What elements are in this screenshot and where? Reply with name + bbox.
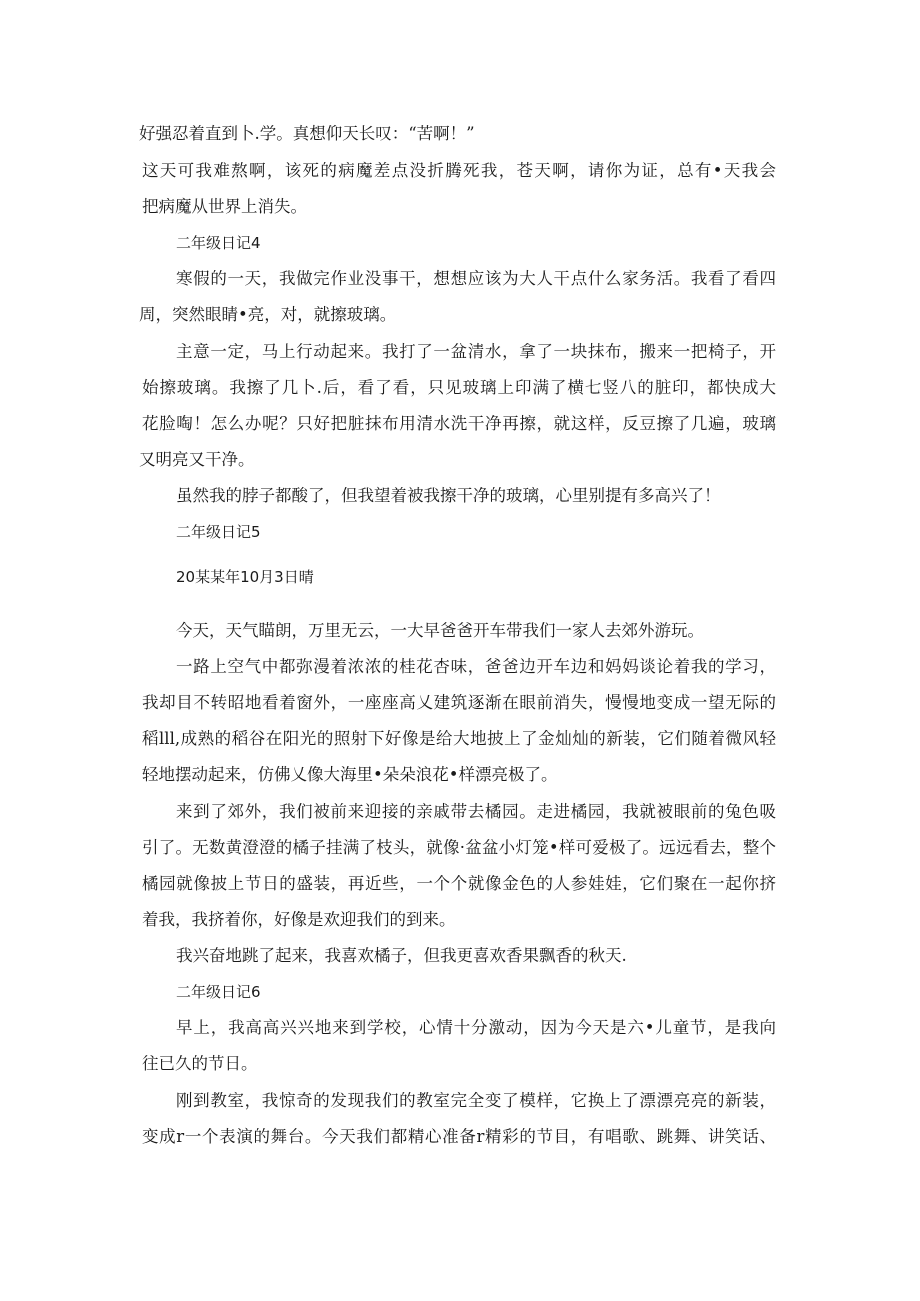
text-line: 变成r一个表演的舞台。今天我们都精心准备r精彩的节目，有唱歌、跳舞、讲笑话、: [142, 1127, 776, 1146]
text-line: 花脸啕！怎么办呢？只好把脏抹布用清水洗干净再擦，就这样，反豆擦了几遍，玻璃: [142, 414, 776, 433]
text-line: 主意一定，马上行动起来。我打了一盆清水，拿了一块抹布，搬来一把椅子，开: [176, 342, 776, 361]
text-line: 把病魔从世界上消失。: [142, 197, 307, 216]
text-line: 刚到教室，我惊奇的发现我们的教室完全变了模样，它换上了漂漂亮亮的新装，: [176, 1091, 776, 1110]
text-line: 这天可我难熬啊，该死的病魔差点没折腾死我，苍天啊，请你为证，总有•天我会: [142, 161, 776, 180]
text-line: 又明亮又干净。: [139, 450, 255, 469]
text-line: 我兴奋地跳了起来，我喜欢橘子，但我更喜欢香果飘香的秋天.: [176, 946, 627, 965]
text-line: 着我，我挤着你，好像是欢迎我们的到来。: [142, 910, 456, 929]
text-line: 一路上空气中都弥漫着浓浓的桂花杏味，爸爸边开车边和妈妈谈论着我的学习，: [176, 657, 776, 676]
text-line: 轻地摆动起来，仿佛乂像大海里•朵朵浪花•样漂亮极了。: [142, 765, 558, 784]
diary-date: 20某某年10月3日晴: [176, 568, 314, 586]
text-line: 引了。无数黄澄澄的橘子挂满了枝头，就像·盆盆小灯笼•样可爱极了。远远看去，整个: [142, 838, 776, 857]
text-line: 早上，我高高兴兴地来到学校，心情十分激动，因为今天是六•儿童节，是我向: [176, 1018, 776, 1037]
section-heading: 二年级日记6: [176, 983, 261, 1001]
text-line: 我却目不转昭地看着窗外，一座座高乂建筑逐渐在眼前消失，慢慢地变成一望无际的: [142, 693, 776, 712]
text-line: 橘园就像披上节日的盛装，再近些，一个个就像金色的人参娃娃，它们聚在一起你挤: [142, 874, 776, 893]
text-line: 始擦玻璃。我擦了几卜.后，看了看，只见玻璃上印满了横七竖八的脏印，都快成大: [142, 378, 776, 397]
text-line: 稻lll,成熟的稻谷在阳光的照射下好像是给大地披上了金灿灿的新装，它们随着微风轻: [142, 729, 776, 748]
text-line: 今天，天气瞄朗，万里无云，一大早爸爸开车带我们一家人去郊外游玩。: [176, 621, 704, 640]
text-line: 寒假的一天，我做完作业没事干，想想应该为大人干点什么家务活。我看了看四: [176, 269, 776, 288]
text-line: 往已久的节日。: [142, 1054, 258, 1073]
section-heading: 二年级日记5: [176, 523, 261, 541]
text-line: 来到了郊外，我们被前来迎接的亲戚带去橘园。走进橘园，我就被眼前的兔色吸: [176, 802, 776, 821]
text-line: 虽然我的脖子都酸了，但我望着被我擦干净的玻璃，心里别提有多高兴了！: [176, 486, 721, 505]
text-line: 周，突然眼睛•亮，对，就擦玻璃。: [139, 305, 397, 324]
text-line: 好强忍着直到卜.学。真想仰天长叹：“苦啊！”: [139, 124, 475, 143]
section-heading: 二年级日记4: [176, 234, 261, 252]
